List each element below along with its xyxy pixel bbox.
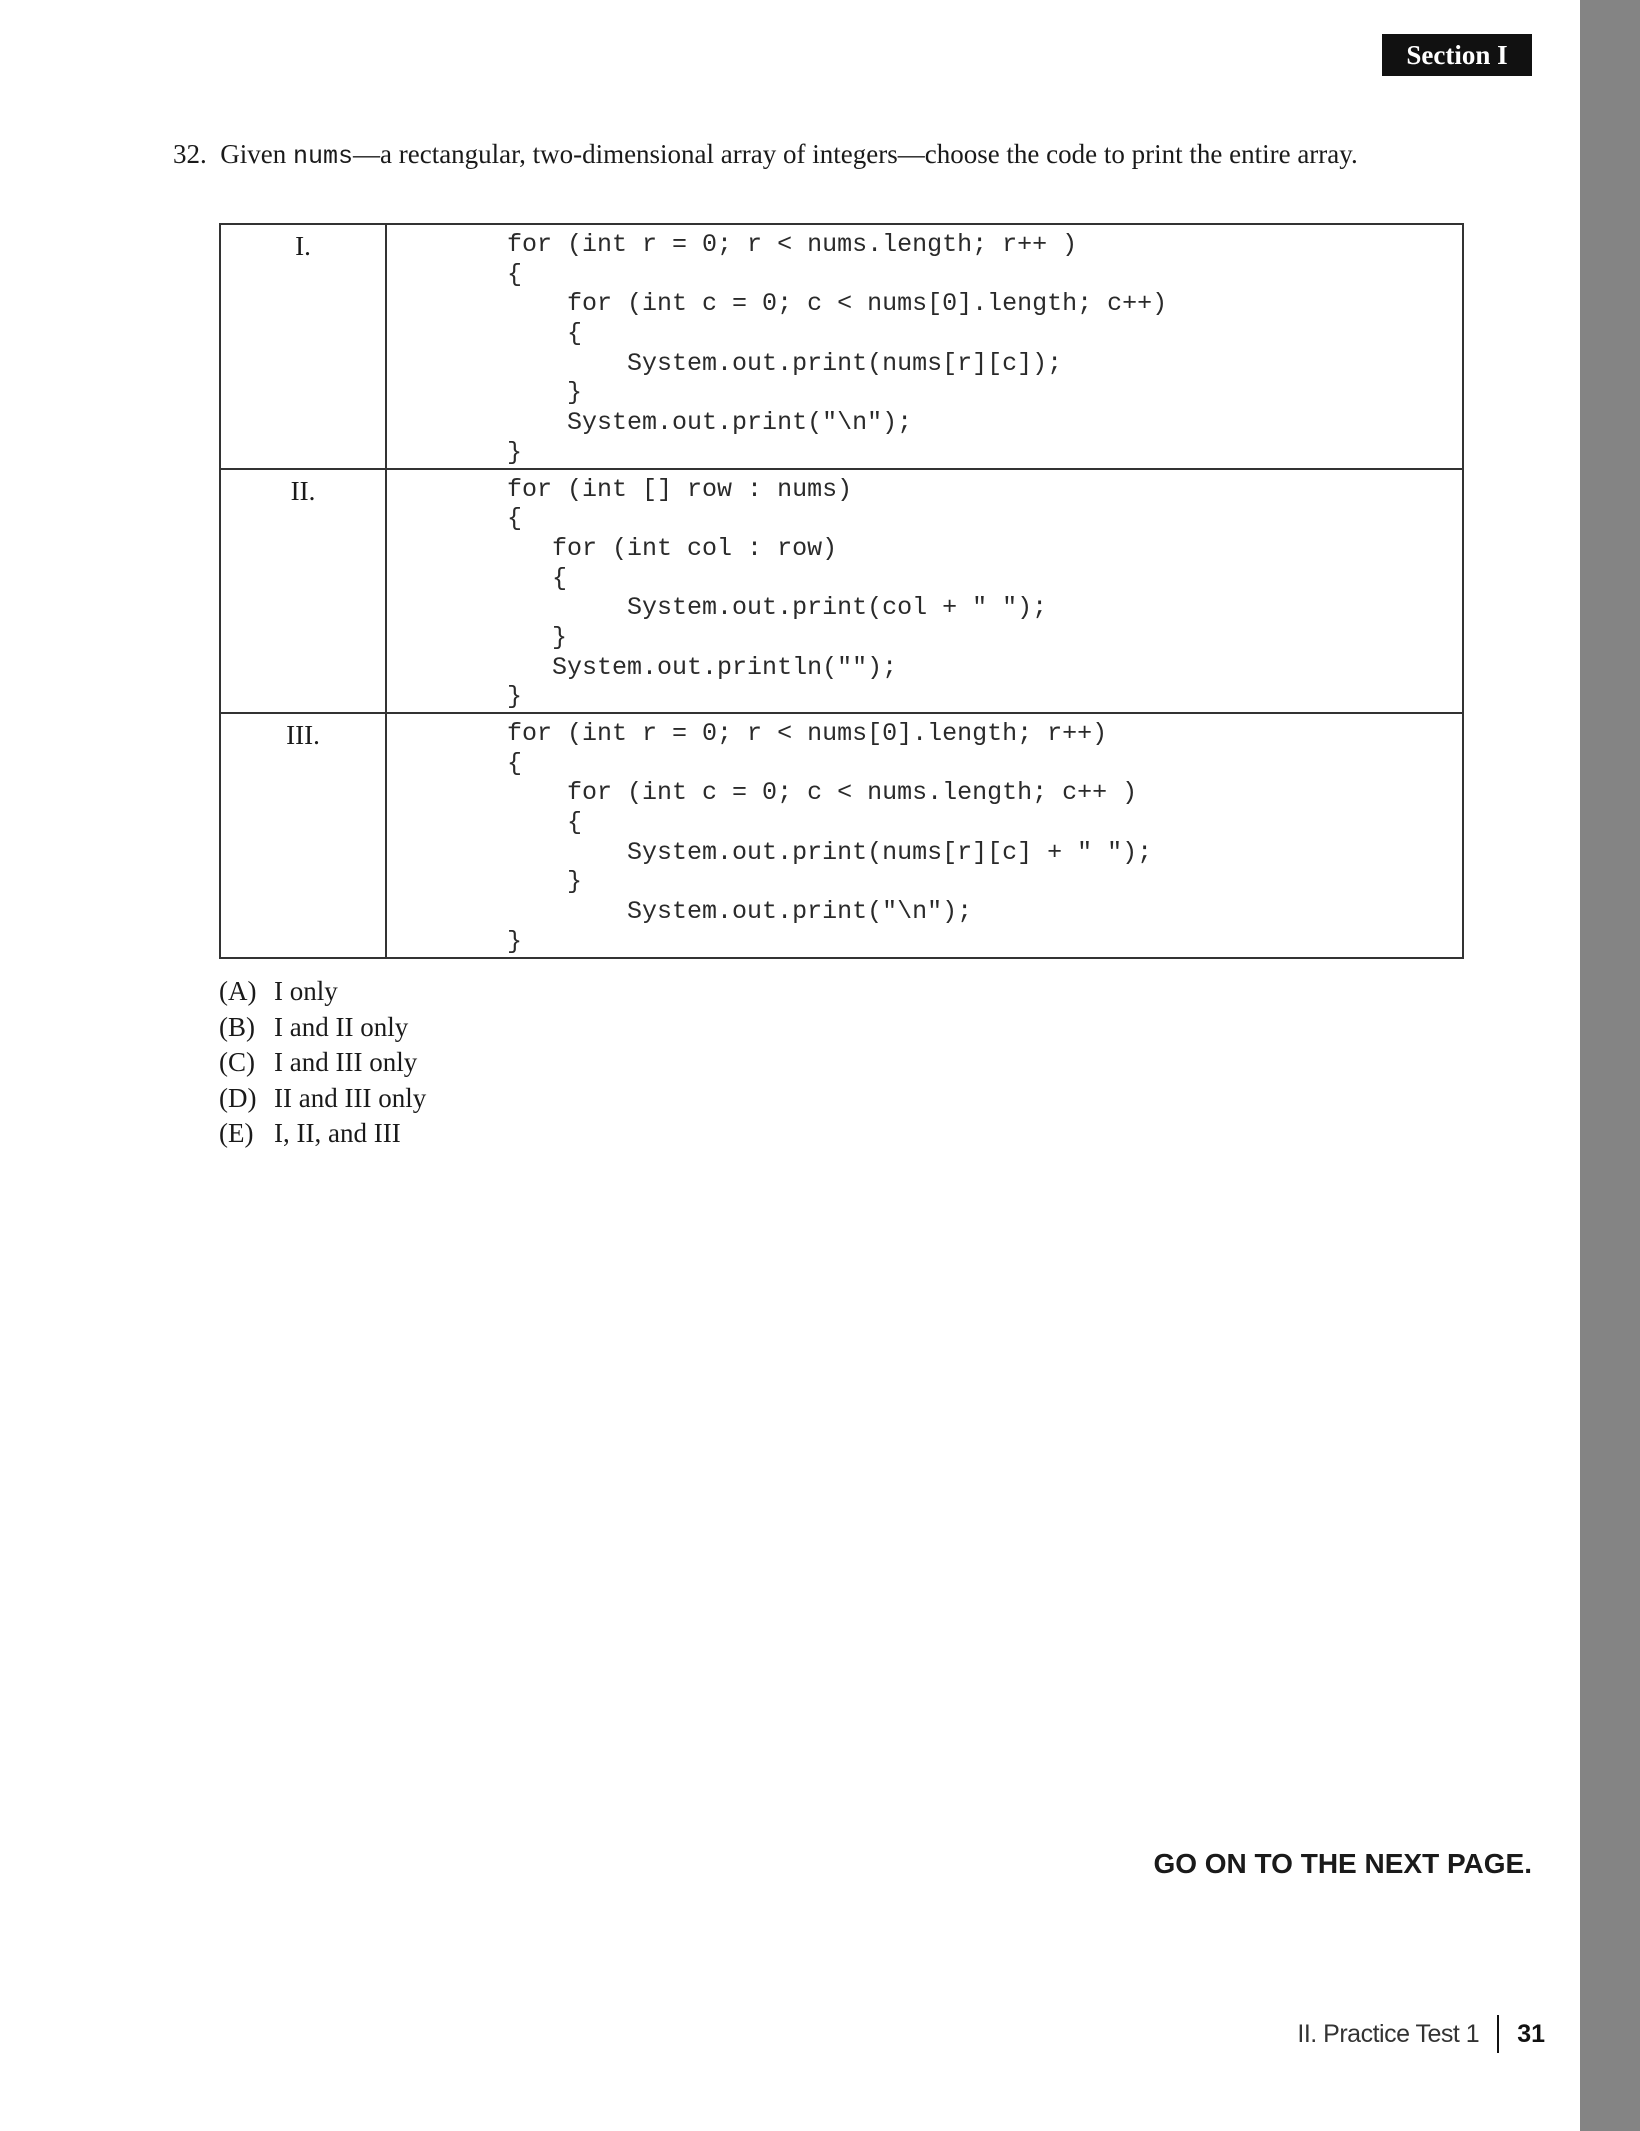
answer-choice[interactable] (219, 1045, 426, 1081)
option-numeral: II. (220, 469, 386, 714)
code-line: for (int r = 0; r < nums[0].length; r++) (387, 719, 1108, 748)
question-text-after: —a rectangular, two-dimensional array of integers—choose the code to print the entire array. (353, 139, 1358, 169)
code-line: } (387, 622, 568, 652)
option-code-cell (386, 224, 1463, 469)
option-row (220, 713, 1463, 958)
footer-divider (1497, 2015, 1499, 2053)
page-number: 31 (1517, 2019, 1545, 2048)
code-line: System.out.print(nums[r][c]); (387, 348, 1063, 378)
code-line: for (int r = 0; r < nums.length; r++ ) (387, 230, 1078, 259)
code-line: System.out.print(col + " "); (387, 593, 1048, 623)
answer-choice[interactable] (219, 974, 426, 1010)
code-block (387, 719, 1462, 957)
option-row (220, 224, 1463, 469)
choice-text: II and III only (274, 1082, 427, 1113)
code-line: { (387, 748, 523, 778)
go-on-notice: GO ON TO THE NEXT PAGE. (1153, 1848, 1532, 1879)
question-number: 32. (173, 139, 207, 169)
choice-text: I only (274, 976, 338, 1006)
choice-letter: (B) (219, 1011, 255, 1042)
answer-choices (219, 974, 426, 1152)
answer-choice[interactable] (219, 1010, 426, 1046)
code-line: { (387, 563, 568, 593)
code-block (387, 475, 1462, 713)
code-line: System.out.print("\n"); (387, 897, 973, 927)
options-table (219, 223, 1464, 959)
footer-label: II. Practice Test 1 (1297, 2019, 1480, 2048)
side-margin-bar (1580, 0, 1640, 2131)
code-line: { (387, 259, 523, 289)
choice-letter: (C) (219, 1047, 255, 1077)
code-line: for (int col : row) (387, 533, 838, 563)
code-line: } (387, 437, 523, 467)
choice-letter: (E) (219, 1118, 254, 1148)
page-footer (1100, 2014, 1545, 2054)
answer-choice[interactable] (219, 1081, 426, 1117)
code-line: } (387, 926, 523, 956)
question-code-term: nums (292, 142, 353, 171)
code-line: } (387, 867, 583, 897)
code-line: { (387, 319, 583, 349)
code-line: System.out.print(nums[r][c] + " "); (387, 837, 1153, 867)
code-line: { (387, 504, 523, 534)
option-code-cell (386, 713, 1463, 958)
answer-choice[interactable] (219, 1116, 426, 1152)
choice-text: I and II only (274, 1011, 409, 1042)
question-stem (173, 136, 1358, 175)
option-numeral: III. (220, 713, 386, 958)
option-row (220, 469, 1463, 714)
choice-text: I, II, and III (274, 1118, 401, 1148)
question-text-before: Given (220, 139, 293, 169)
section-badge: Section I (1382, 34, 1532, 76)
option-code-cell (386, 469, 1463, 714)
code-block (387, 230, 1462, 468)
code-line: } (387, 682, 523, 712)
code-line: System.out.print("\n"); (387, 408, 913, 438)
code-line: for (int c = 0; c < nums[0].length; c++) (387, 289, 1168, 319)
code-line: { (387, 808, 583, 838)
choice-text: I and III only (274, 1047, 418, 1077)
code-line: } (387, 378, 583, 408)
choice-letter: (A) (219, 976, 257, 1006)
code-line: for (int [] row : nums) (387, 474, 853, 504)
code-line: for (int c = 0; c < nums.length; c++ ) (387, 778, 1138, 808)
option-numeral: I. (220, 224, 386, 469)
choice-letter: (D) (219, 1082, 257, 1113)
code-line: System.out.println(""); (387, 652, 898, 682)
